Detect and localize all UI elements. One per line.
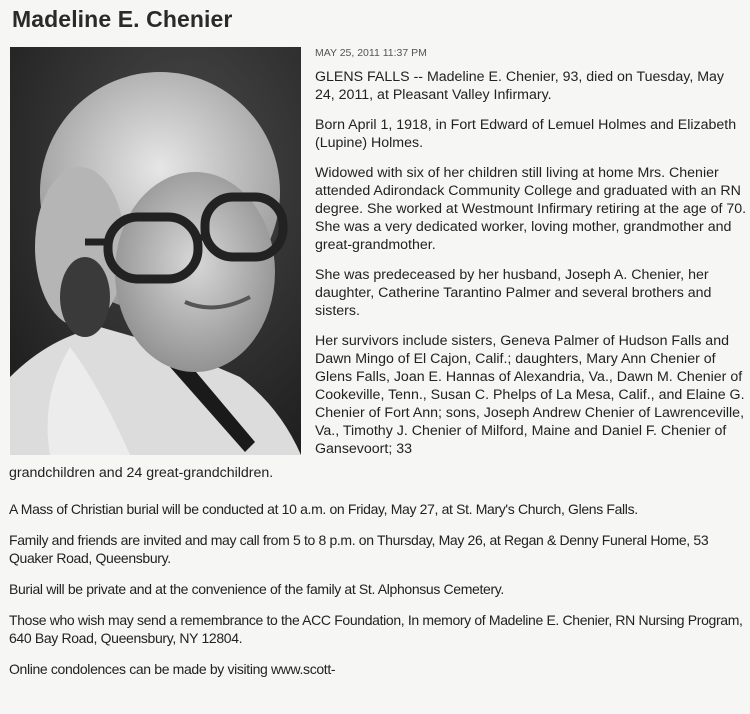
paragraph-birth: Born April 1, 1918, in Fort Edward of Lemuel Holmes and Elizabeth (Lupine) Holmes. bbox=[315, 117, 737, 151]
survivors-continuation: grandchildren and 24 great-grandchildren. bbox=[9, 465, 274, 481]
obituary-body-lower bbox=[9, 500, 744, 691]
dateline-timestamp: MAY 25, 2011 11:37 PM bbox=[315, 47, 427, 59]
obituary-body-right bbox=[315, 68, 747, 470]
paragraph-death-notice: GLENS FALLS -- Madeline E. Chenier, 93, died on Tuesday, May 24, 2011, at Pleasant Valley Infirmary. bbox=[315, 69, 725, 103]
paragraph-mass: A Mass of Christian burial will be conducted at 10 a.m. on Friday, May 27, at St. Mary's Church, Glens Falls. bbox=[9, 501, 638, 517]
paragraph-remembrance: Those who wish may send a remembrance to the ACC Foundation, In memory of Madeline E. Chenier, RN Nursing Program, 640 Bay Road, Queensbury, NY 12804. bbox=[9, 612, 743, 646]
paragraph-career: Widowed with six of her children still living at home Mrs. Chenier attended Adirondack Community College and graduated with an RN degree. She worked at Westmount Infirmary retiring at the age of 70. She was a very dedicated worker, loving mother, grandmother and great-grandmother. bbox=[315, 165, 747, 253]
paragraph-condolences: Online condolences can be made by visiting www.scott- bbox=[9, 661, 336, 677]
paragraph-burial: Burial will be private and at the convenience of the family at St. Alphonsus Cemetery. bbox=[9, 581, 504, 597]
portrait-illustration bbox=[10, 47, 301, 455]
portrait-photo bbox=[10, 47, 301, 455]
paragraph-predeceased: She was predeceased by her husband, Joseph A. Chenier, her daughter, Catherine Tarantino Palmer and several brothers and sisters. bbox=[315, 267, 712, 319]
obituary-title: Madeline E. Chenier bbox=[12, 6, 233, 32]
paragraph-survivors: Her survivors include sisters, Geneva Palmer of Hudson Falls and Dawn Mingo of El Cajon, Calif.; daughters, Mary Ann Chenier of Glens Falls, Joan E. Hannas of Alexandria, Va., Dawn M. Chenier of Cookeville, Tenn., Susan C. Phelps of La Mesa, Calif., and Elaine G. Chenier of Fort Ann; sons, Joseph Andrew Chenier of Lawrenceville, Va., Timothy J. Chenier of Milford, Maine and Daniel F. Chenier of Gansevoort; 33 bbox=[315, 333, 745, 457]
paragraph-calling-hours: Family and friends are invited and may call from 5 to 8 p.m. on Thursday, May 26, at Regan & Denny Funeral Home, 53 Quaker Road, Queensbury. bbox=[9, 532, 709, 566]
